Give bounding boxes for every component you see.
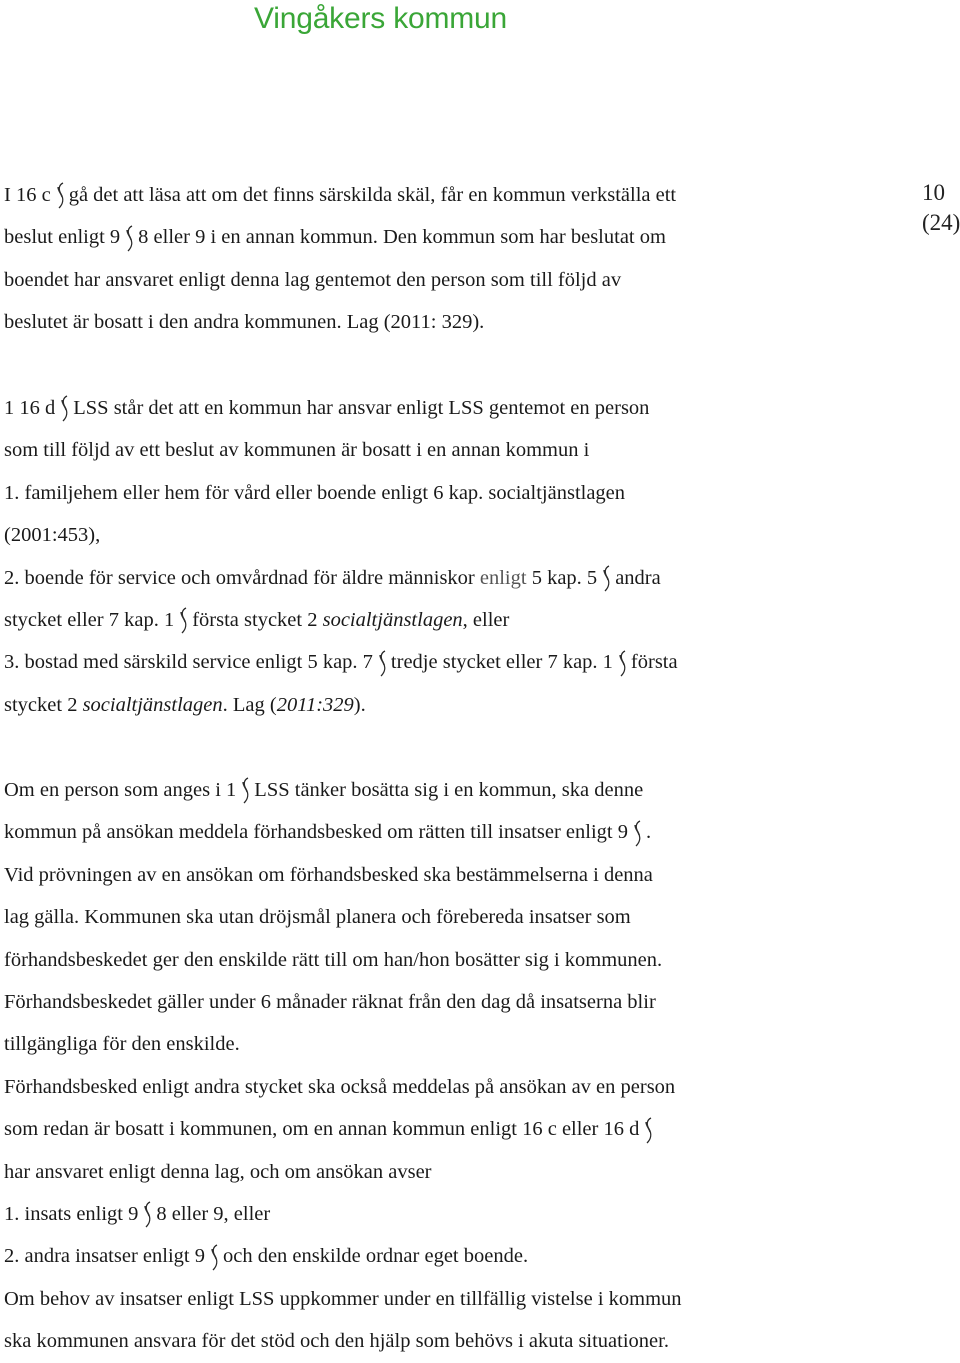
text-span: enligt — [479, 566, 527, 589]
page-number: 10 — [922, 180, 945, 205]
text-line: (2001:453), — [4, 524, 101, 547]
text-line — [4, 174, 904, 216]
text-span: första — [630, 651, 678, 674]
section-sign-icon — [58, 394, 70, 424]
section-sign-icon — [376, 649, 388, 679]
text-line — [4, 387, 904, 429]
text-line — [4, 1108, 904, 1150]
text-span: beslut enligt 9 — [4, 226, 121, 249]
text-span: 8 eller 9 i en annan kommun. Den kommun som har beslutat om — [138, 226, 666, 249]
text-line: beslutet är bosatt i den andra kommunen. Lag (2011: 329). — [4, 311, 485, 334]
text-line: boendet har ansvaret enligt denna lag gentemot den person som till följd av — [4, 268, 622, 291]
text-span: 5 kap. 5 — [531, 566, 598, 589]
text-span: tredje stycket eller 7 kap. 1 — [390, 651, 613, 674]
text-span: 8 eller 9, eller — [156, 1203, 271, 1226]
text-line: Vid prövningen av en ansökan om förhandsbesked ska bestämmelserna i denna — [4, 863, 653, 886]
paragraph-16c — [4, 174, 904, 344]
text-line: Förhandsbesked enligt andra stycket ska också meddelas på ansökan av en person — [4, 1075, 676, 1098]
text-line: 1. familjehem eller hem för vård eller boende enligt 6 kap. socialtjänstlagen — [4, 481, 626, 504]
text-span: socialtjänstlagen — [322, 609, 463, 632]
text-span: andra — [615, 566, 661, 589]
text-line — [4, 811, 904, 853]
section-sign-icon — [600, 564, 612, 594]
text-line: Om behov av insatser enligt LSS uppkommer under en tillfällig vistelse i kommun — [4, 1287, 682, 1310]
text-span: första stycket 2 — [192, 609, 318, 632]
text-line — [4, 599, 904, 641]
text-span: LSS tänker bosätta sig i en kommun, ska denne — [254, 779, 644, 801]
paragraph-16d — [4, 387, 904, 726]
text-span: 2011:329 — [276, 693, 354, 716]
section-sign-icon — [177, 606, 189, 636]
section-sign-icon — [642, 1116, 654, 1146]
text-span: , eller — [462, 609, 510, 632]
page-count: (24) — [922, 210, 960, 235]
text-span: I 16 c — [4, 184, 51, 206]
text-span: 2. andra insatser enligt 9 — [4, 1245, 205, 1268]
section-sign-icon — [141, 1200, 153, 1230]
text-line — [4, 1193, 904, 1235]
paragraph-forhandsbesked — [4, 769, 904, 1363]
text-line — [4, 684, 904, 726]
section-sign-icon — [123, 224, 135, 254]
section-sign-icon — [616, 649, 628, 679]
text-span: gå det att läsa att om det finns särskilda skäl, får en kommun verkställa ett — [68, 184, 677, 206]
text-line — [4, 216, 904, 258]
text-span: och den enskilde ordnar eget boende. — [222, 1245, 529, 1268]
text-line — [4, 769, 904, 811]
text-span: Om en person som anges i 1 — [4, 779, 237, 801]
text-line: Förhandsbeskedet gäller under 6 månader räknat från den dag då insatserna blir — [4, 991, 656, 1014]
text-line: som till följd av ett beslut av kommunen är bosatt i en annan kommun i — [4, 439, 590, 462]
section-sign-icon — [208, 1243, 220, 1273]
text-line: förhandsbeskedet ger den enskilde rätt till om han/hon bosätter sig i kommunen. — [4, 948, 663, 971]
text-line: lag gälla. Kommunen ska utan dröjsmål planera och förebereda insatser som — [4, 906, 631, 929]
text-span: 2. boende för service och omvårdnad för äldre människor — [4, 566, 475, 589]
section-sign-icon — [631, 819, 643, 849]
text-span: 1. insats enligt 9 — [4, 1203, 139, 1226]
text-span: 3. bostad med särskild service enligt 5 kap. 7 — [4, 651, 373, 674]
text-line — [4, 557, 904, 599]
text-span: . — [645, 821, 652, 844]
text-span: 1 16 d — [4, 397, 56, 419]
section-sign-icon — [54, 181, 66, 211]
text-span: . Lag ( — [222, 693, 277, 716]
text-line: tillgängliga för den enskilde. — [4, 1033, 240, 1056]
municipality-header: Vingåkers kommun — [254, 2, 508, 35]
text-span: stycket 2 — [4, 693, 78, 716]
text-line — [4, 641, 904, 683]
text-span: socialtjänstlagen — [82, 693, 223, 716]
text-line: har ansvaret enligt denna lag, och om ansökan avser — [4, 1160, 432, 1183]
text-span: som redan är bosatt i kommunen, om en annan kommun enligt 16 c eller 16 d — [4, 1118, 640, 1141]
text-line: ska kommunen ansvara för det stöd och den hjälp som behövs i akuta situationer. — [4, 1330, 669, 1353]
text-span: LSS står det att en kommun har ansvar enligt LSS gentemot en person — [73, 397, 650, 419]
text-span: stycket eller 7 kap. 1 — [4, 609, 175, 632]
section-sign-icon — [239, 776, 251, 806]
text-span: ). — [353, 693, 366, 716]
text-span: kommun på ansökan meddela förhandsbesked om rätten till insatser enligt 9 — [4, 821, 628, 844]
text-line — [4, 1235, 904, 1277]
